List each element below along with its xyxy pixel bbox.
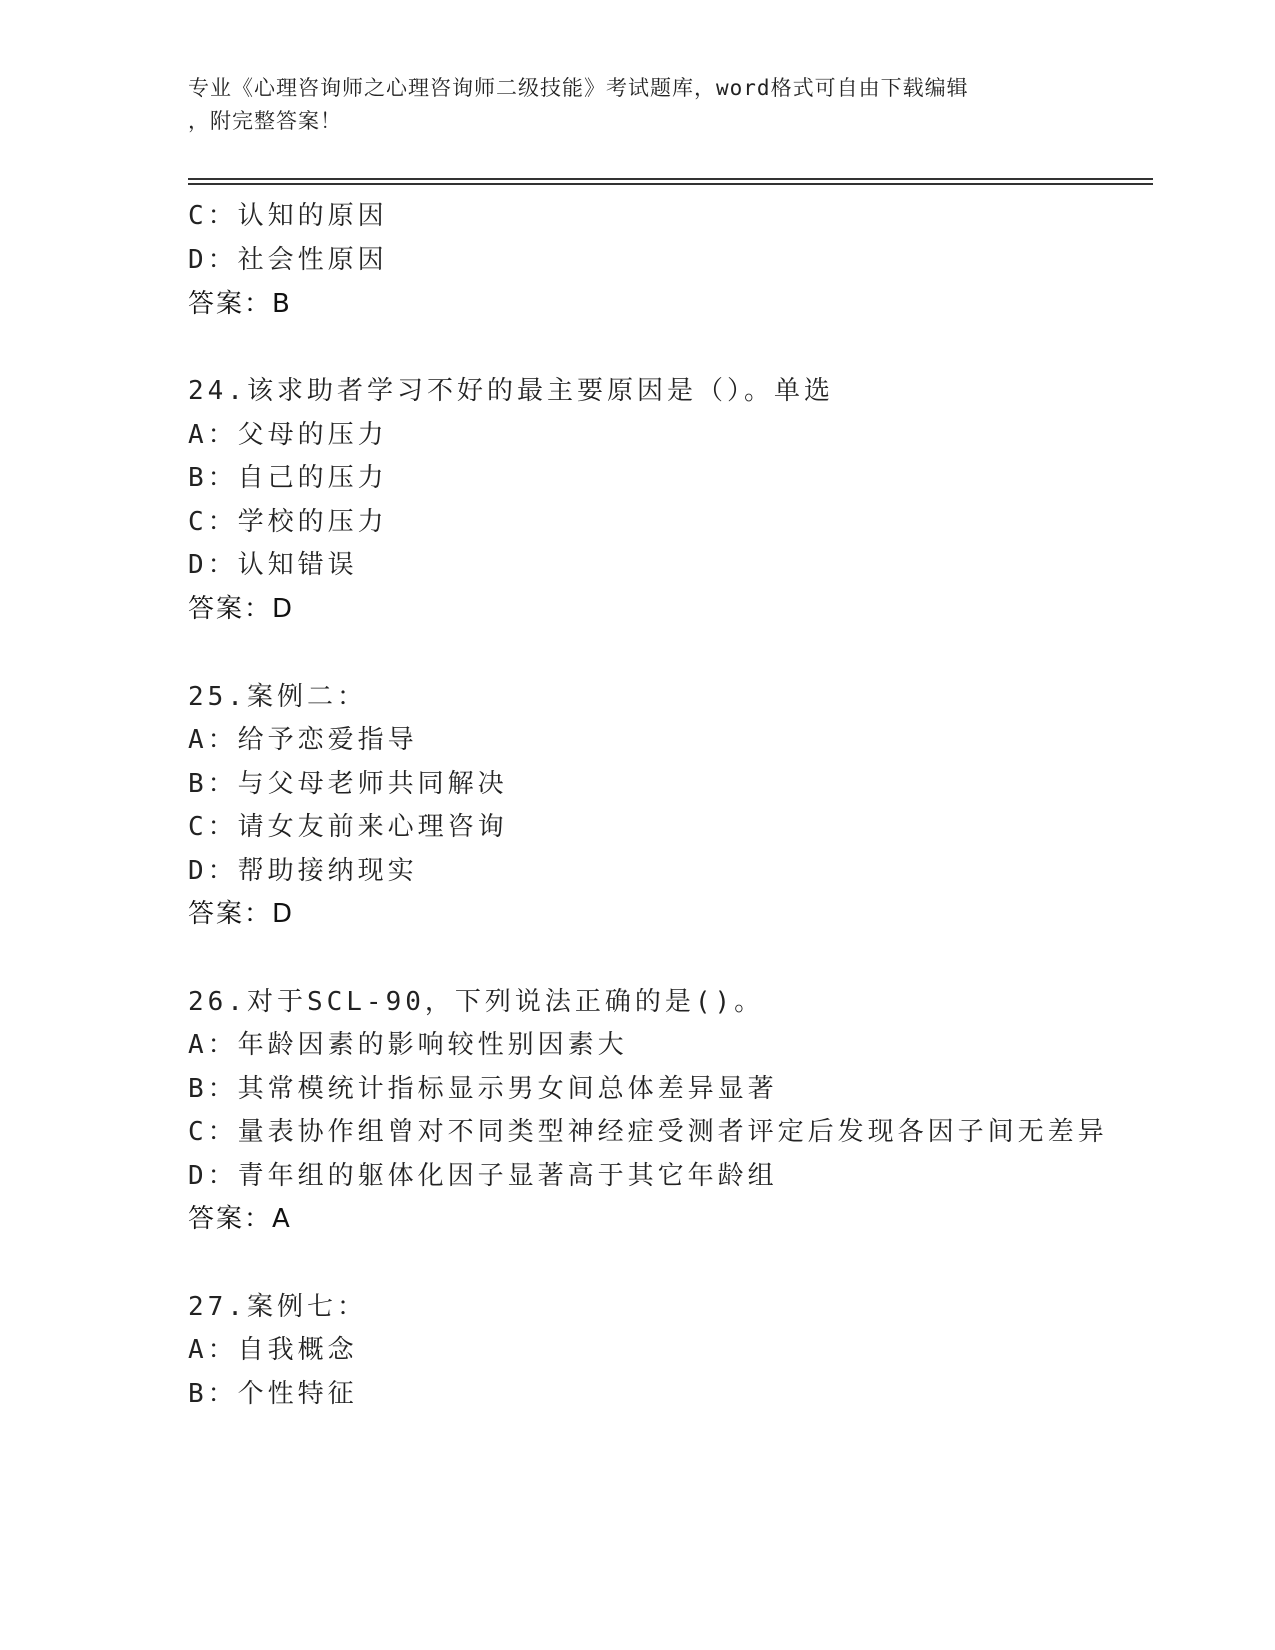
question-24-answer: 答案：D [188, 594, 295, 624]
question-25-option-b: B：与父母老师共同解决 [188, 769, 508, 799]
header-divider-bottom [188, 183, 1153, 185]
question-27-option-a: A：自我概念 [188, 1335, 358, 1365]
question-25-answer: 答案：D [188, 899, 295, 929]
question-26-stem: 26.对于SCL-90，下列说法正确的是()。 [188, 987, 765, 1017]
question-25-option-a: A：给予恋爱指导 [188, 725, 418, 755]
question-24-option-a: A：父母的压力 [188, 420, 388, 450]
question-27-option-b: B：个性特征 [188, 1379, 358, 1409]
header-line-1: 专业《心理咨询师之心理咨询师二级技能》考试题库，word格式可自由下载编辑 [188, 76, 969, 100]
question-26-option-b: B：其常模统计指标显示男女间总体差异显著 [188, 1074, 778, 1104]
document-header [188, 72, 1068, 138]
question-26-answer: 答案：A [188, 1204, 292, 1234]
question-27-stem: 27.案例七： [188, 1292, 367, 1322]
header-line-2: ，附完整答案！ [188, 109, 342, 133]
question-26-option-d: D：青年组的躯体化因子显著高于其它年龄组 [188, 1161, 778, 1191]
question-24-option-c: C：学校的压力 [188, 507, 388, 537]
question-26-option-a: A：年龄因素的影响较性别因素大 [188, 1030, 628, 1060]
question-24-option-b: B：自己的压力 [188, 463, 388, 493]
question-25-stem: 25.案例二： [188, 682, 367, 712]
question-25-option-c: C：请女友前来心理咨询 [188, 812, 508, 842]
question-26-option-c: C：量表协作组曾对不同类型神经症受测者评定后发现各因子间无差异 [188, 1117, 1108, 1147]
answer-line: 答案：B [188, 289, 292, 319]
option-d: D：社会性原因 [188, 245, 388, 275]
question-24-option-d: D：认知错误 [188, 550, 358, 580]
header-divider-top [188, 178, 1153, 180]
question-24-stem: 24.该求助者学习不好的最主要原因是（）。单选 [188, 376, 834, 406]
option-c: C：认知的原因 [188, 201, 388, 231]
question-25-option-d: D：帮助接纳现实 [188, 856, 418, 886]
